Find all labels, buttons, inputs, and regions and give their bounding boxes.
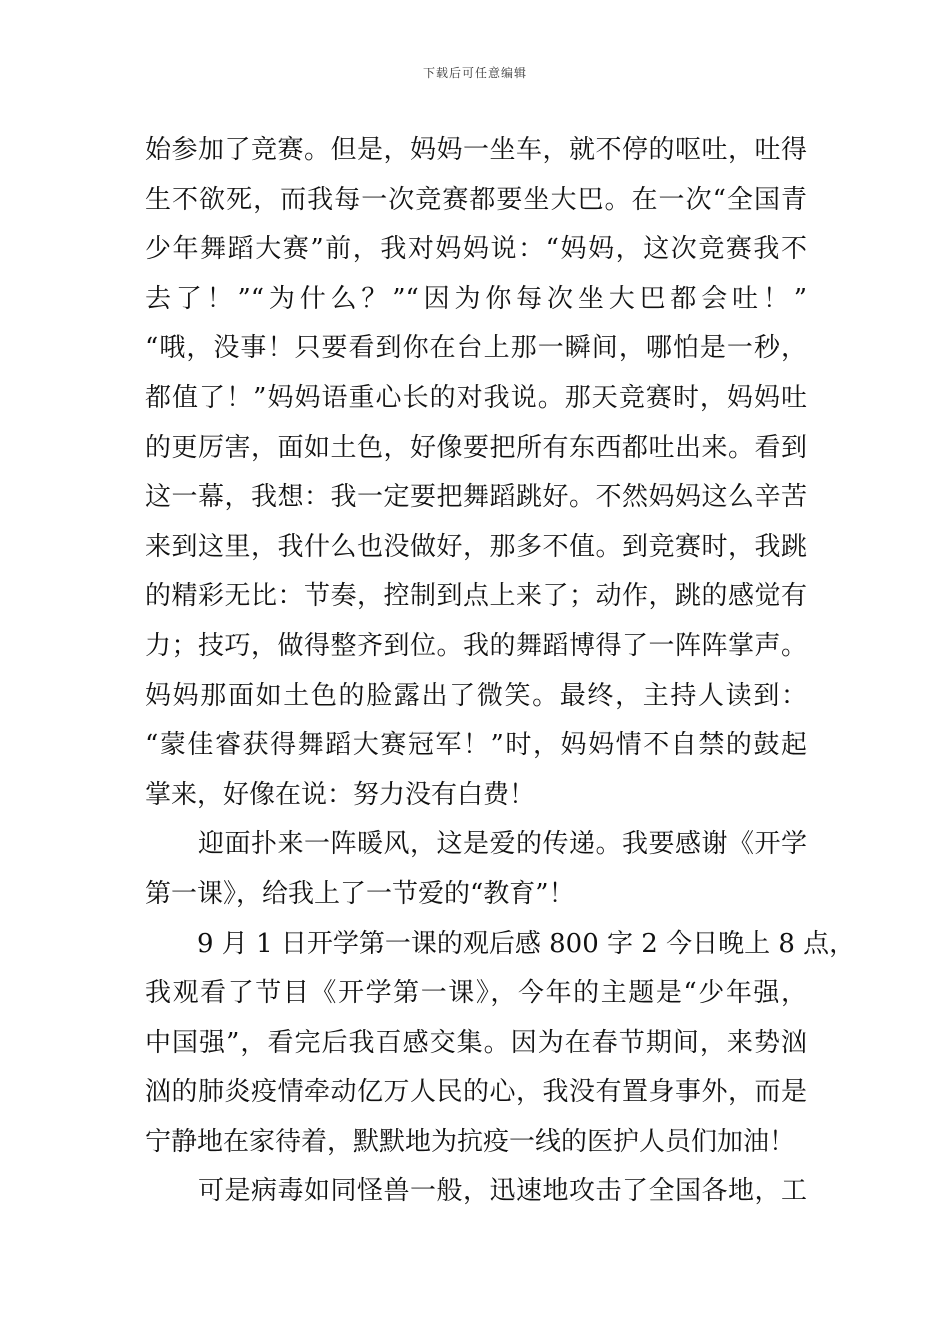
- text-line: 汹的肺炎疫情牵动亿万人民的心，我没有置身事外，而是: [145, 1077, 807, 1108]
- text-line: 的更厉害，面如土色，好像要把所有东西都吐出来。看到: [145, 432, 807, 463]
- body-text: [145, 126, 856, 1217]
- text-line: 始参加了竞赛。但是，妈妈一坐车，就不停的呕吐，吐得: [145, 135, 807, 165]
- text-line: 迎面扑来一阵暖风，这是爱的传递。我要感谢《开学: [145, 829, 807, 860]
- text-line: “哦，没事！只要看到你在台上那一瞬间，哪怕是一秒，: [145, 333, 807, 364]
- text-line: 去了！”“为什么？”“因为你每次坐大巴都会吐！”: [145, 283, 807, 314]
- text-line: 生不欲死，而我每一次竞赛都要坐大巴。在一次“全国青: [145, 184, 807, 215]
- text-line: 掌来，好像在说：努力没有白费！: [145, 779, 536, 810]
- text-line: 这一幕，我想：我一定要把舞蹈跳好。不然妈妈这么辛苦: [145, 482, 807, 513]
- text-line: 的精彩无比：节奏，控制到点上来了；动作，跳的感觉有: [145, 581, 807, 612]
- text-line: 可是病毒如同怪兽一般，迅速地攻击了全国各地，工: [145, 1176, 807, 1207]
- text-line: 我观看了节目《开学第一课》，今年的主题是“少年强，: [145, 978, 807, 1009]
- text-line: “蒙佳睿获得舞蹈大赛冠军！”时，妈妈情不自禁的鼓起: [145, 730, 807, 761]
- text-line: 少年舞蹈大赛”前，我对妈妈说：“妈妈，这次竞赛我不: [145, 234, 807, 265]
- text-line: 宁静地在家待着，默默地为抗疫一线的医护人员们加油！: [145, 1126, 796, 1157]
- text-line: 第一课》，给我上了一节爱的“教育”！: [145, 878, 575, 909]
- header-note: 下载后可任意编辑: [422, 66, 527, 80]
- text-line: 9 月 1 日开学第一课的观后感 800 字 2 今日晚上 8 点，: [145, 928, 856, 959]
- text-line: 力；技巧，做得整齐到位。我的舞蹈博得了一阵阵掌声。: [145, 630, 807, 661]
- text-line: 都值了！”妈妈语重心长的对我说。那天竞赛时，妈妈吐: [145, 382, 807, 413]
- text-line: 妈妈那面如土色的脸露出了微笑。最终，主持人读到：: [145, 680, 807, 711]
- text-line: 来到这里，我什么也没做好，那多不值。到竞赛时，我跳: [145, 531, 807, 562]
- text-line: 中国强”，看完后我百感交集。因为在春节期间，来势汹: [145, 1027, 807, 1058]
